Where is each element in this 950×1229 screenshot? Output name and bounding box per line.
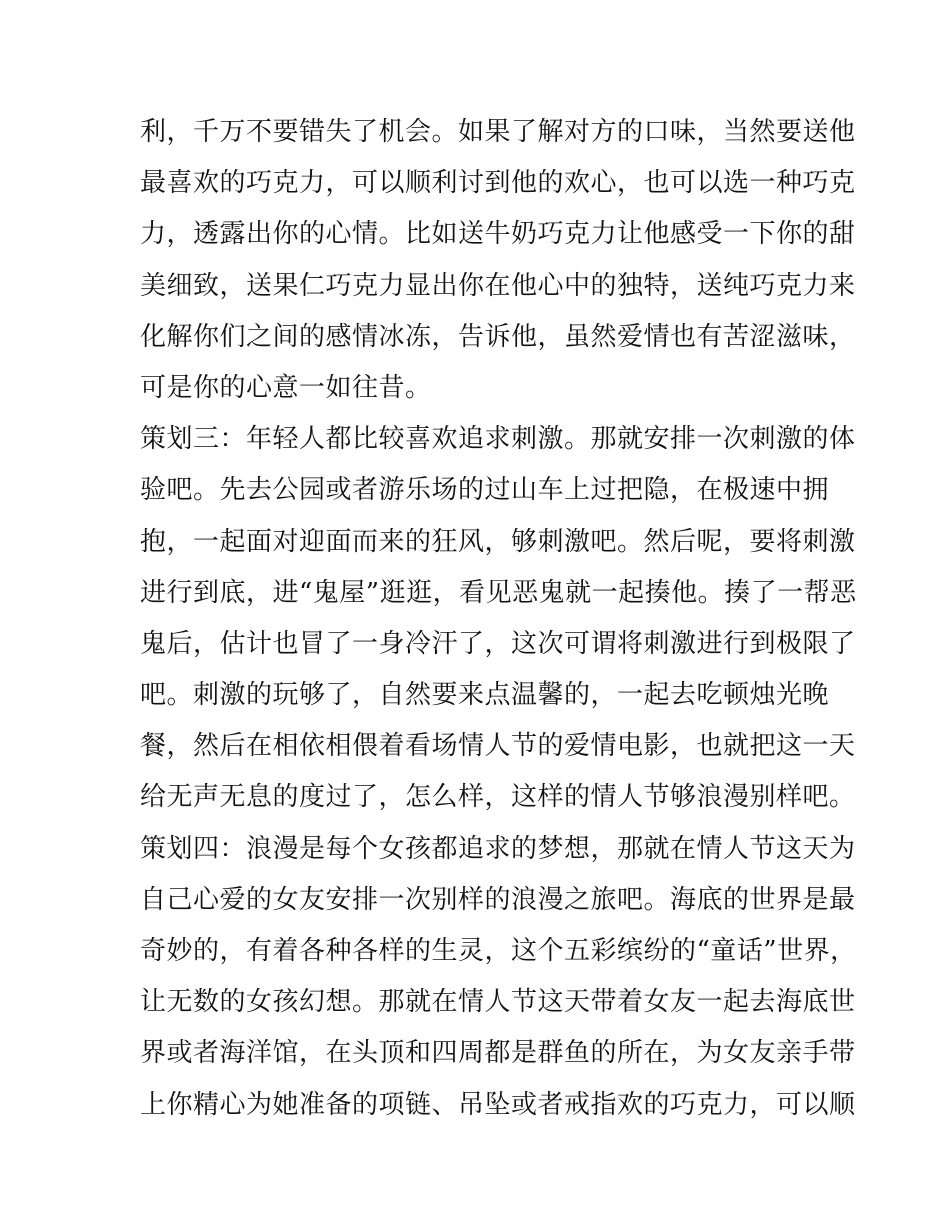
text-line: 力，透露出你的心情。比如送牛奶巧克力让他感受一下你的甜	[140, 219, 856, 250]
text-line: 美细致，送果仁巧克力显出你在他心中的独特，送纯巧克力来	[140, 270, 856, 301]
text-line: 利，千万不要错失了机会。如果了解对方的口味，当然要送他	[140, 117, 856, 147]
text-line: 餐，然后在相依相偎着看场情人节的爱情电影，也就把这一天	[140, 731, 856, 762]
text-line: 界或者海洋馆，在头顶和四周都是群鱼的所在，为女友亲手带	[140, 1038, 856, 1069]
section-heading-line: 策划三：年轻人都比较喜欢追求刺激。那就安排一次刺激的体	[140, 424, 856, 455]
section-heading-line: 策划四：浪漫是每个女孩都追求的梦想，那就在情人节这天为	[140, 833, 856, 864]
text-line: 最喜欢的巧克力，可以顺利讨到他的欢心，也可以选一种巧克	[140, 168, 856, 199]
text-line: 验吧。先去公园或者游乐场的过山车上过把隐，在极速中拥	[140, 475, 830, 506]
text-line: 进行到底，进“鬼屋”逛逛，看见恶鬼就一起揍他。揍了一帮恶	[140, 577, 857, 608]
text-line: 可是你的心意一如往昔。	[140, 372, 432, 403]
text-line: 上你精心为她准备的项链、吊坠或者戒指欢的巧克力，可以顺	[140, 1089, 856, 1120]
text-line: 奇妙的，有着各种各样的生灵，这个五彩缤纷的“童话”世界，	[140, 936, 857, 966]
text-line: 吧。刺激的玩够了，自然要来点温馨的，一起去吃顿烛光晚	[140, 680, 830, 711]
text-line: 让无数的女孩幻想。那就在情人节这天带着女友一起去海底世	[140, 987, 856, 1018]
text-line: 自己心爱的女友安排一次别样的浪漫之旅吧。海底的世界是最	[140, 884, 856, 915]
text-line: 鬼后，估计也冒了一身冷汗了，这次可谓将刺激进行到极限了	[140, 628, 856, 659]
text-line: 化解你们之间的感情冰冻，告诉他，虽然爱情也有苦涩滋味，	[140, 321, 856, 352]
body-text	[140, 107, 857, 1131]
text-line: 抱，一起面对迎面而来的狂风，够刺激吧。然后呢，要将刺激	[140, 526, 856, 557]
text-line: 给无声无息的度过了，怎么样，这样的情人节够浪漫别样吧。	[140, 782, 856, 813]
